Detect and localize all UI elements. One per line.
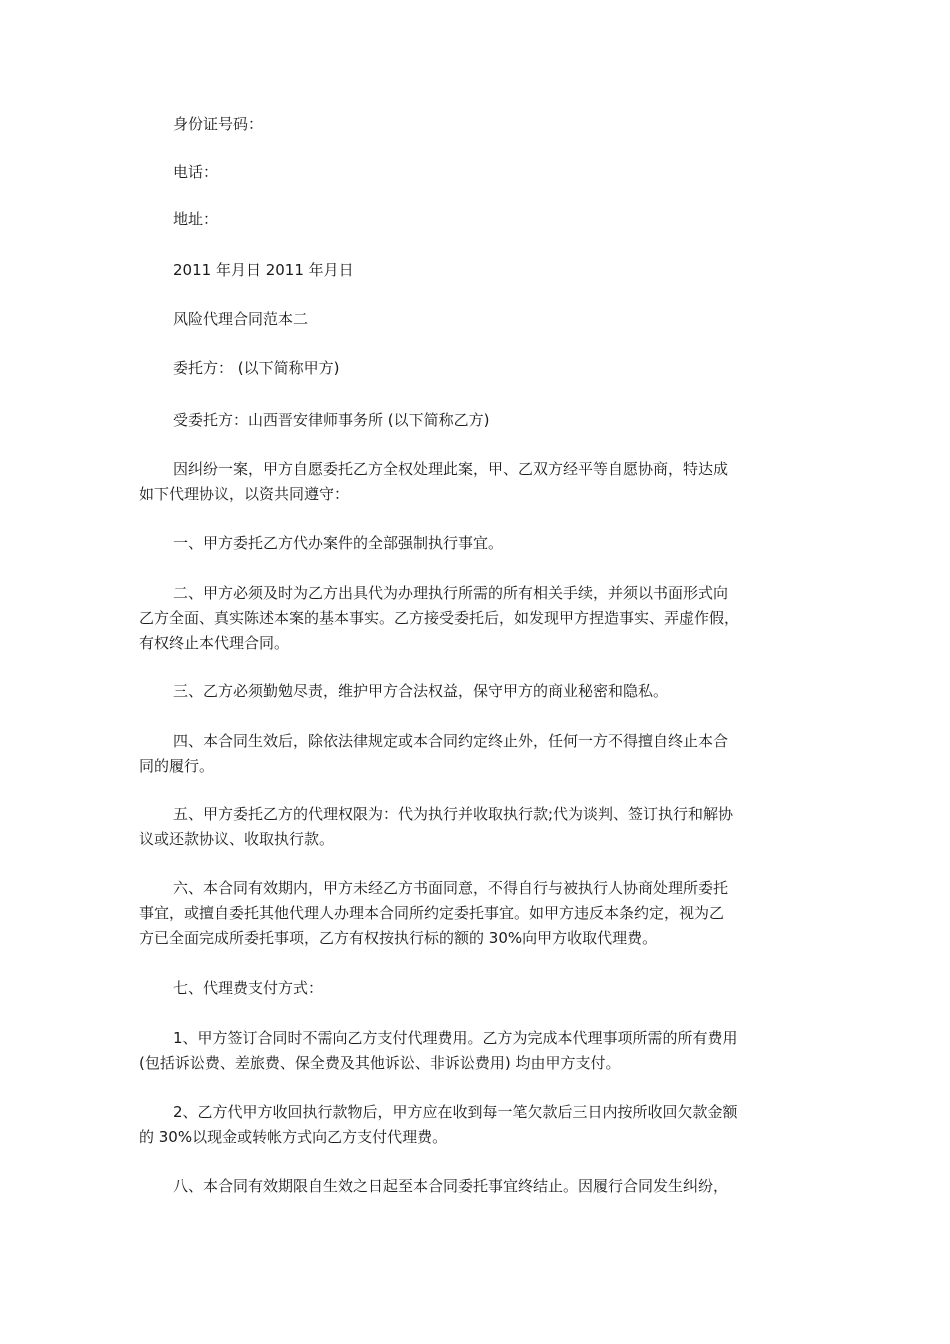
party-b-line: 受委托方：山西晋安律师事务所 (以下简称乙方) bbox=[173, 411, 490, 429]
id-number-label: 身份证号码： bbox=[173, 115, 264, 133]
clause-2 bbox=[139, 581, 819, 656]
date-line: 2011 年月日 2011 年月日 bbox=[173, 261, 354, 279]
clause-line: 1、甲方签订合同时不需向乙方支付代理费用。乙方为完成本代理事项所需的所有费用 bbox=[173, 1029, 738, 1047]
clause-3 bbox=[139, 679, 819, 704]
intro-paragraph bbox=[139, 457, 819, 507]
clause-6 bbox=[139, 876, 819, 951]
intro-line: 因纠纷一案，甲方自愿委托乙方全权处理此案，甲、乙双方经平等自愿协商，特达成 bbox=[173, 460, 729, 478]
clause-line: 四、本合同生效后，除依法律规定或本合同约定终止外，任何一方不得擅自终止本合 bbox=[173, 732, 729, 750]
document-title: 风险代理合同范本二 bbox=[173, 310, 309, 328]
clause-line: 方已全面完成所委托事项，乙方有权按执行标的额的 30%向甲方收取代理费。 bbox=[139, 929, 658, 947]
clause-line: 八、本合同有效期限自生效之日起至本合同委托事宜终结止。因履行合同发生纠纷， bbox=[173, 1177, 729, 1195]
clause-line: 议或还款协议、收取执行款。 bbox=[139, 830, 335, 848]
clause-line: 2、乙方代甲方收回执行款物后，甲方应在收到每一笔欠款后三日内按所收回欠款金额 bbox=[173, 1103, 738, 1121]
clause-4 bbox=[139, 729, 819, 779]
intro-line: 如下代理协议，以资共同遵守： bbox=[139, 485, 350, 503]
clause-line: 三、乙方必须勤勉尽责，维护甲方合法权益，保守甲方的商业秘密和隐私。 bbox=[173, 682, 669, 700]
clause-line: 的 30%以现金或转帐方式向乙方支付代理费。 bbox=[139, 1128, 448, 1146]
clause-7-2 bbox=[139, 1100, 819, 1150]
clause-line: 二、甲方必须及时为乙方出具代为办理执行所需的所有相关手续，并须以书面形式向 bbox=[173, 584, 729, 602]
clause-7-1 bbox=[139, 1026, 819, 1076]
clause-line: 有权终止本代理合同。 bbox=[139, 634, 290, 652]
clause-line: 一、甲方委托乙方代办案件的全部强制执行事宜。 bbox=[173, 534, 504, 552]
phone-label: 电话： bbox=[173, 163, 219, 181]
clause-line: (包括诉讼费、差旅费、保全费及其他诉讼、非诉讼费用) 均由甲方支付。 bbox=[139, 1054, 621, 1072]
clause-line: 六、本合同有效期内，甲方未经乙方书面同意，不得自行与被执行人协商处理所委托 bbox=[173, 879, 729, 897]
clause-8 bbox=[139, 1174, 819, 1199]
clause-5 bbox=[139, 802, 819, 852]
clause-line: 七、代理费支付方式： bbox=[173, 979, 324, 997]
clause-line: 乙方全面、真实陈述本案的基本事实。乙方接受委托后，如发现甲方捏造事实、弄虚作假， bbox=[139, 609, 740, 627]
clause-line: 五、甲方委托乙方的代理权限为：代为执行并收取执行款;代为谈判、签订执行和解协 bbox=[173, 805, 734, 823]
address-label: 地址： bbox=[173, 210, 219, 228]
clause-line: 事宜，或擅自委托其他代理人办理本合同所约定委托事宜。如甲方违反本条约定，视为乙 bbox=[139, 904, 725, 922]
party-a-line: 委托方： (以下简称甲方) bbox=[173, 359, 340, 377]
clause-line: 同的履行。 bbox=[139, 757, 215, 775]
clause-1 bbox=[139, 531, 819, 556]
clause-7 bbox=[139, 976, 819, 1001]
